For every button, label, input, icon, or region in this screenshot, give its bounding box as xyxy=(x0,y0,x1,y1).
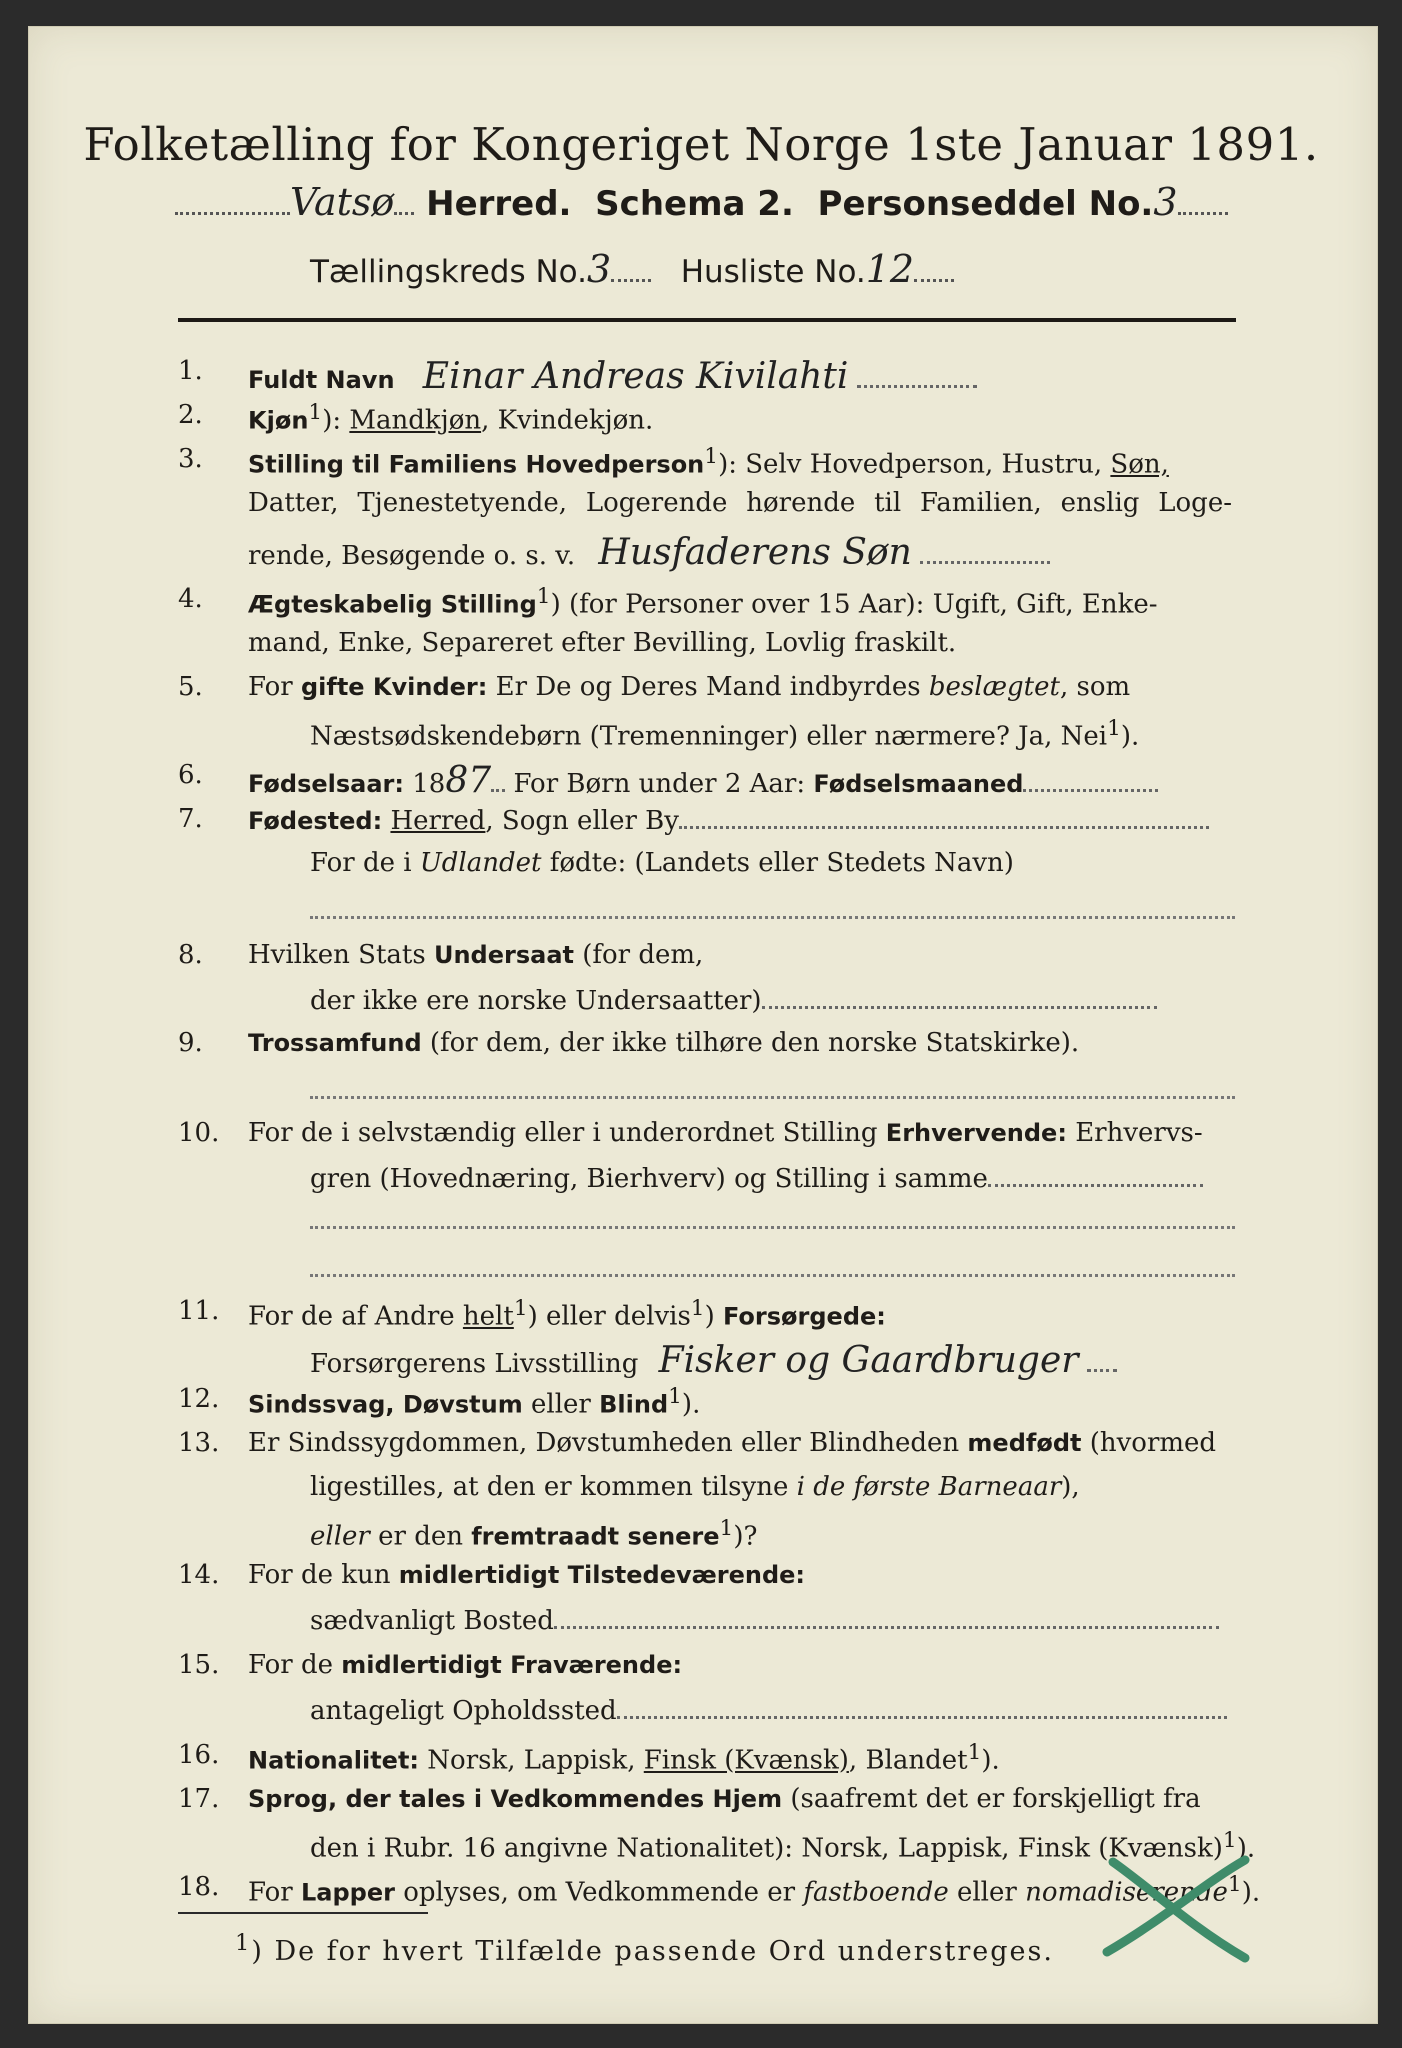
full-name-label: Fuldt Navn xyxy=(248,366,395,394)
usual-residence-fill xyxy=(554,1604,1219,1629)
probable-residence-fill xyxy=(617,1694,1227,1719)
family-position-fill xyxy=(920,539,1050,564)
abroad-text-end: fødte: (Landets eller Stedets Navn) xyxy=(541,848,1014,878)
occupation-text-2: gren (Hovednæring, Bierhverv) og Stilling i samme xyxy=(310,1164,988,1194)
item-6 xyxy=(0,760,1402,800)
herred-dots xyxy=(175,212,290,215)
temp-absent-label: midlertidigt Fraværende: xyxy=(341,1651,683,1679)
birthplace-fill xyxy=(679,804,1209,829)
nationality-finnish: Finsk (Kvænsk) xyxy=(643,1745,849,1776)
item-13 xyxy=(0,1428,1402,1468)
item-number: 5. xyxy=(178,672,203,702)
item-number: 18. xyxy=(178,1872,220,1902)
full-name-fill xyxy=(857,363,977,388)
kreds-dots xyxy=(611,279,651,282)
abroad-text: For de i xyxy=(310,848,420,878)
family-position-options-2: Datter, Tjenestetyende, Logerende hørende til Familien, enslig Loge- xyxy=(248,488,1232,518)
temp-present-label: midlertidigt Tilstedeværende: xyxy=(398,1561,806,1589)
supported-label: Forsørgede: xyxy=(723,1302,886,1331)
subject-text-2: der ikke ere norske Undersaatter) xyxy=(310,986,762,1016)
husliste-label: Husliste No. xyxy=(680,254,866,290)
item-8 xyxy=(0,940,1402,980)
item-number: 9. xyxy=(178,1028,203,1058)
herred-line xyxy=(175,180,1235,224)
disability-end: ). xyxy=(681,1389,701,1420)
congenital-text-2-end: ), xyxy=(1061,1472,1080,1502)
supported-fully: helt xyxy=(462,1301,514,1332)
disability-or: eller xyxy=(522,1389,600,1420)
item-5-line-2 xyxy=(0,716,1402,756)
item-number: 15. xyxy=(178,1650,220,1680)
item-5 xyxy=(0,672,1402,712)
item-number: 2. xyxy=(178,400,203,430)
temp-present-pre: For de kun xyxy=(248,1560,399,1590)
lapp-nomadic: nomadiserende xyxy=(1025,1877,1228,1908)
birth-month-label: Fødselsmaaned xyxy=(813,770,1024,798)
footnote-ref: 1 xyxy=(1227,1872,1242,1897)
schema-label: Schema 2. xyxy=(595,184,794,224)
congenital-label: medfødt xyxy=(967,1429,1082,1457)
footnote-ref: 1 xyxy=(668,1384,682,1409)
subject-fill xyxy=(762,984,1157,1009)
probable-residence-label: antageligt Opholdssted xyxy=(310,1696,617,1726)
subject-text: (for dem, xyxy=(573,940,704,970)
supported-partly: ) eller delvis xyxy=(527,1301,691,1332)
footnote-ref: 1 xyxy=(1222,1828,1237,1853)
temp-absent-pre: For de xyxy=(248,1650,342,1680)
item-9 xyxy=(0,1028,1402,1068)
item-10 xyxy=(0,1118,1402,1158)
item-number: 7. xyxy=(178,804,203,834)
lapp-text: oplyses, om Vedkommende er xyxy=(394,1877,804,1908)
supported-sep: ) xyxy=(704,1301,723,1332)
family-position-options-3: rende, Besøgende o. s. v. xyxy=(248,541,576,571)
occupation-label: Erhvervende: xyxy=(885,1119,1067,1147)
full-name-value: Einar Andreas Kivilahti xyxy=(422,356,849,397)
footnote-ref: 1 xyxy=(719,1516,734,1541)
footnote-ref: 1 xyxy=(1107,716,1121,741)
congenital-end: )? xyxy=(733,1521,758,1552)
language-label: Sprog, der tales i Vedkommendes Hjem xyxy=(248,1785,783,1813)
item-16 xyxy=(0,1740,1402,1780)
footnote-text: ) De for hvert Tilfælde passende Ord understreges. xyxy=(251,1936,1054,1967)
item-15 xyxy=(0,1650,1402,1690)
item-14-line-2 xyxy=(0,1604,1402,1644)
footnote-ref: 1 xyxy=(967,1740,982,1765)
item-7 xyxy=(0,804,1402,844)
item-number: 12. xyxy=(178,1384,220,1414)
item-3-line-3 xyxy=(0,532,1402,572)
footnote-ref: 1 xyxy=(704,444,719,469)
abroad-word: Udlandet xyxy=(419,848,542,878)
item-14 xyxy=(0,1560,1402,1600)
item-11-line-2 xyxy=(0,1340,1402,1380)
item-number: 14. xyxy=(178,1560,220,1590)
item-number: 11. xyxy=(178,1296,220,1326)
birthplace-herred: Herred xyxy=(390,806,486,836)
lapp-label: Lapper xyxy=(300,1878,395,1907)
family-position-label: Stilling til Familiens Hovedperson xyxy=(248,450,705,479)
married-pre: For xyxy=(248,672,293,702)
green-cross-mark xyxy=(1095,1848,1255,1968)
language-text: (saafremt det er forskjelligt fra xyxy=(782,1784,1201,1814)
sex-female-option: , Kvindekjøn. xyxy=(481,405,654,436)
personseddel-dots xyxy=(1178,212,1228,215)
header-rule xyxy=(178,318,1236,322)
usual-residence-label: sædvanligt Bosted xyxy=(310,1606,554,1636)
personseddel-label: Personseddel No. xyxy=(817,184,1154,224)
herred-value: Vatsø xyxy=(290,180,395,224)
provider-fill xyxy=(1087,1347,1117,1372)
language-options: den i Rubr. 16 angivne Nationalitet): Norsk, Lappisk, Finsk (Kvænsk) xyxy=(310,1833,1223,1864)
birthplace-options: , Sogn eller By xyxy=(485,806,679,836)
item-number: 16. xyxy=(178,1740,220,1770)
later-onset-label: fremtraadt senere xyxy=(471,1522,720,1551)
footnote-rule xyxy=(178,1912,428,1914)
nationality-mixed: , Blandet xyxy=(848,1745,968,1776)
item-7-line-2 xyxy=(0,848,1402,888)
family-position-value: Husfaderens Søn xyxy=(598,532,912,573)
footnote xyxy=(235,1930,1054,1967)
footnote-ref: 1 xyxy=(308,400,323,425)
item-number: 10. xyxy=(178,1118,220,1148)
sex-text: ): xyxy=(322,405,350,436)
taellingskreds-label: Tællingskreds No. xyxy=(310,254,587,290)
disability-label: Sindssvag, Døvstum xyxy=(248,1390,523,1419)
item-3 xyxy=(0,444,1402,484)
married-question-2-end: ). xyxy=(1120,721,1140,752)
family-position-son: Søn, xyxy=(1110,449,1169,480)
item-15-line-2 xyxy=(0,1694,1402,1734)
footnote-ref: 1 xyxy=(536,584,551,609)
birth-month-fill xyxy=(1023,767,1158,792)
congenital-text-2: ligestilles, at den er kommen tilsyne xyxy=(310,1472,797,1502)
family-position-options: ): Selv Hovedperson, Hustru, xyxy=(718,449,1111,480)
item-3-line-2 xyxy=(0,488,1402,528)
lapp-pre: For xyxy=(248,1877,301,1908)
nationality-options: Norsk, Lappisk, xyxy=(419,1745,644,1776)
subject-pre: Hvilken Stats xyxy=(248,940,434,970)
married-question-2: Næstsødskendebørn (Tremenninger) eller nærmere? Ja, Nei xyxy=(310,721,1108,752)
item-number: 3. xyxy=(178,444,203,474)
husliste-value: 12 xyxy=(865,247,915,291)
lapp-or: eller xyxy=(948,1877,1026,1908)
item-number: 17. xyxy=(178,1784,220,1814)
sex-label: Kjøn xyxy=(248,406,309,435)
item-number: 4. xyxy=(178,584,203,614)
provider-value: Fisker og Gaardbruger xyxy=(658,1340,1079,1381)
item-13-line-2 xyxy=(0,1472,1402,1512)
item-1 xyxy=(0,356,1402,396)
form-title: Folketælling for Kongeriget Norge 1ste Januar 1891. xyxy=(83,118,1319,171)
birthplace-label: Fødested: xyxy=(248,807,383,835)
birth-year-fill xyxy=(491,767,505,792)
herred-label: Herred. xyxy=(426,184,572,224)
nationality-end: ). xyxy=(981,1745,1000,1776)
provider-label: Forsørgerens Livsstilling xyxy=(310,1349,639,1379)
footnote-ref-2: 1 xyxy=(690,1296,705,1321)
birth-month-text: For Børn under 2 Aar: xyxy=(513,769,814,799)
marital-label: Ægteskabelig Stilling xyxy=(248,590,537,619)
blind-label: Blind xyxy=(599,1390,669,1419)
marital-options: ) (for Personer over 15 Aar): Ugift, Gift, Enke- xyxy=(550,589,1158,620)
item-8-line-2 xyxy=(0,984,1402,1024)
congenital-text: Er Sindssygdommen, Døvstumheden eller Blindheden xyxy=(248,1428,968,1458)
item-number: 6. xyxy=(178,760,203,790)
husliste-dots xyxy=(914,279,954,282)
birth-year-prefix: 18 xyxy=(404,769,446,799)
item-13-line-3 xyxy=(0,1516,1402,1556)
lapp-end: ). xyxy=(1241,1877,1261,1908)
congenital-text-end: (hvormed xyxy=(1081,1428,1217,1458)
congenital-text-3: er den xyxy=(369,1521,472,1552)
taellingskreds-value: 3 xyxy=(586,247,612,291)
congenital-or: eller xyxy=(310,1521,370,1552)
occupation-text: Erhvervs- xyxy=(1066,1118,1203,1148)
footnote-ref: 1 xyxy=(513,1296,528,1321)
item-2 xyxy=(0,400,1402,440)
language-end: ). xyxy=(1236,1833,1256,1864)
birth-year-value: 87 xyxy=(445,760,492,801)
congenital-childhood: i de første Barneaar xyxy=(796,1472,1062,1502)
marital-options-2: mand, Enke, Separeret efter Bevilling, Lovlig fraskilt. xyxy=(248,628,957,658)
occupation-fill-2 xyxy=(310,1224,1235,1229)
abroad-fill xyxy=(310,914,1235,919)
married-women-label: gifte Kvinder: xyxy=(300,673,488,701)
nationality-label: Nationalitet: xyxy=(248,1746,420,1775)
subject-label: Undersaat xyxy=(433,941,574,969)
married-question-end: , som xyxy=(1059,672,1131,702)
personseddel-value: 3 xyxy=(1153,180,1178,224)
occupation-fill-3 xyxy=(310,1272,1235,1277)
occupation-fill xyxy=(988,1162,1203,1187)
item-11 xyxy=(0,1296,1402,1336)
married-question: Er De og Deres Mand indbyrdes xyxy=(487,672,929,702)
occupation-pre: For de i selvstændig eller i underordnet Stilling xyxy=(248,1118,886,1148)
item-4 xyxy=(0,584,1402,624)
religion-fill xyxy=(310,1094,1235,1099)
kreds-line xyxy=(310,247,1210,291)
birth-year-label: Fødselsaar: xyxy=(248,770,404,798)
footnote-mark: 1 xyxy=(235,1930,252,1956)
item-number: 8. xyxy=(178,940,203,970)
item-4-line-2 xyxy=(0,628,1402,668)
married-related: beslægtet xyxy=(928,672,1060,702)
sex-male-option: Mandkjøn xyxy=(349,405,482,436)
item-number: 13. xyxy=(178,1428,220,1458)
item-number: 1. xyxy=(178,356,203,386)
religion-label: Trossamfund xyxy=(248,1029,422,1057)
item-12 xyxy=(0,1384,1402,1424)
religion-text: (for dem, der ikke tilhøre den norske Statskirke). xyxy=(421,1028,1080,1058)
supported-pre: For de af Andre xyxy=(248,1301,463,1332)
item-17 xyxy=(0,1784,1402,1824)
item-10-line-2 xyxy=(0,1162,1402,1202)
lapp-settled: fastboende xyxy=(803,1877,949,1908)
herred-dots-2 xyxy=(394,212,414,215)
